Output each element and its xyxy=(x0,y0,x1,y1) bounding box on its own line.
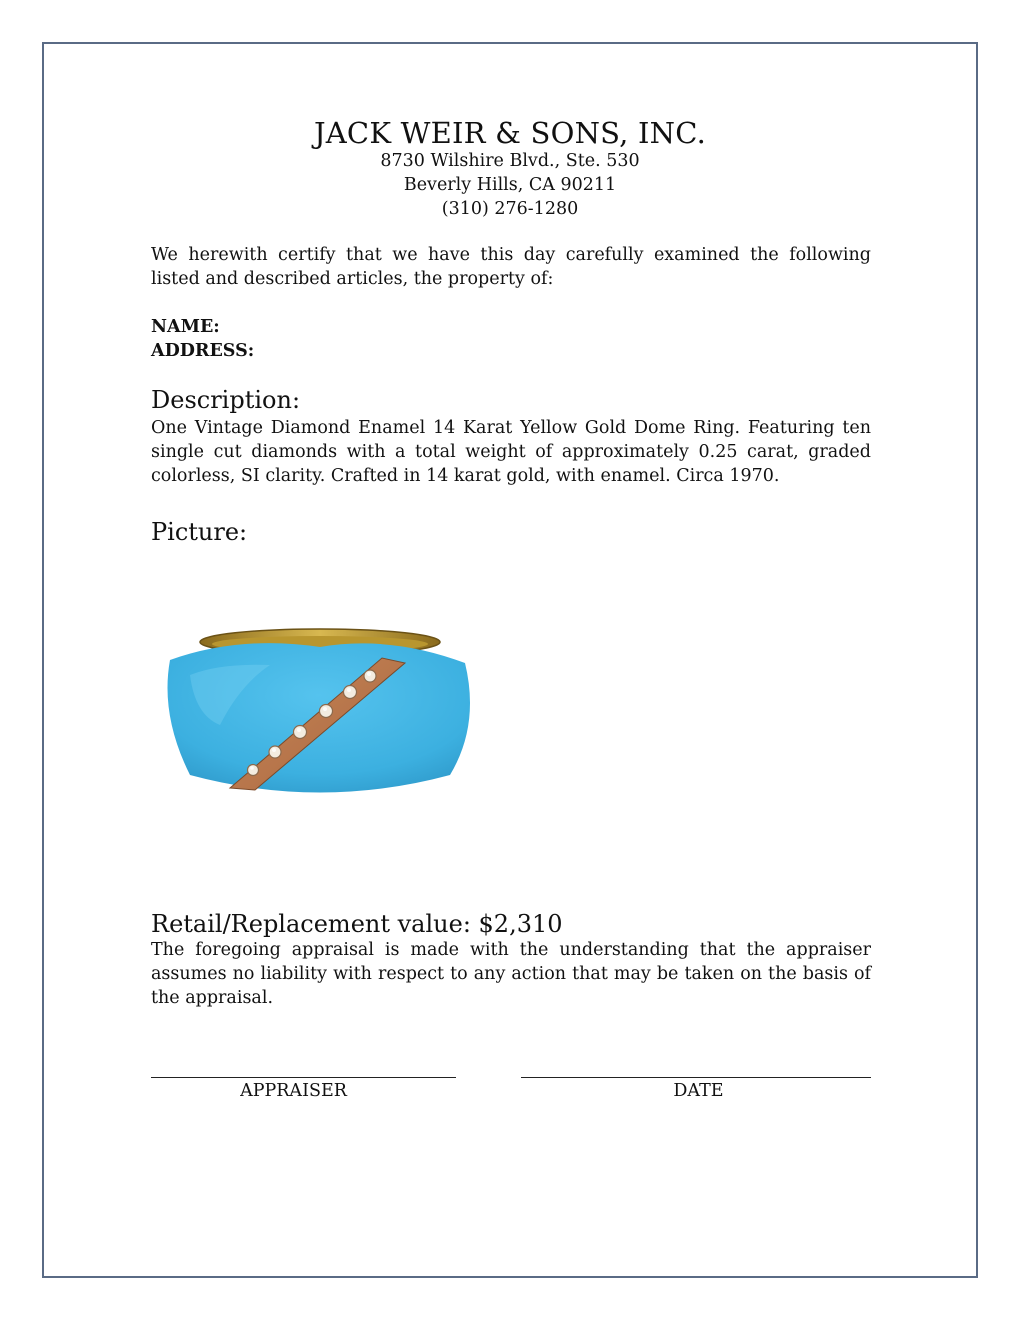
ring-image xyxy=(150,605,490,835)
phone-number: (310) 276-1280 xyxy=(441,199,579,219)
company-name: JACK WEIR & SONS, INC. xyxy=(313,116,707,150)
date-label: DATE xyxy=(673,1081,724,1101)
description-text: One Vintage Diamond Enamel 14 Karat Yellow Gold Dome Ring. Featuring ten single cut diamonds with a total weight of approximately 0.25 carat, graded colorless, SI clarity. Crafted in 14 karat gold, with enamel. Circa 1970. xyxy=(151,418,871,486)
picture-section xyxy=(151,518,871,546)
date-signature-line xyxy=(521,1077,871,1078)
disclaimer-text: The foregoing appraisal is made with the understanding that the appraiser assumes no liability with respect to any action that may be taken on the basis of the appraisal. xyxy=(151,940,871,1008)
description-section xyxy=(151,386,871,488)
address-label: ADDRESS: xyxy=(151,341,255,361)
ring-picture xyxy=(150,605,490,835)
picture-heading: Picture: xyxy=(151,518,248,546)
owner-fields xyxy=(151,315,871,363)
name-label: NAME: xyxy=(151,317,220,337)
appraiser-signature-line xyxy=(151,1077,456,1078)
address-line-1: 8730 Wilshire Blvd., Ste. 530 xyxy=(380,151,640,171)
description-heading: Description: xyxy=(151,386,301,414)
certification-text: We herewith certify that we have this day carefully examined the following listed and described articles, the property of: xyxy=(151,245,871,289)
appraiser-label: APPRAISER xyxy=(240,1081,347,1101)
valuation-section xyxy=(151,910,871,1010)
address-line-2: Beverly Hills, CA 90211 xyxy=(403,175,617,195)
certification-section xyxy=(151,243,871,291)
valuation-heading: Retail/Replacement value: $2,310 xyxy=(151,910,563,938)
